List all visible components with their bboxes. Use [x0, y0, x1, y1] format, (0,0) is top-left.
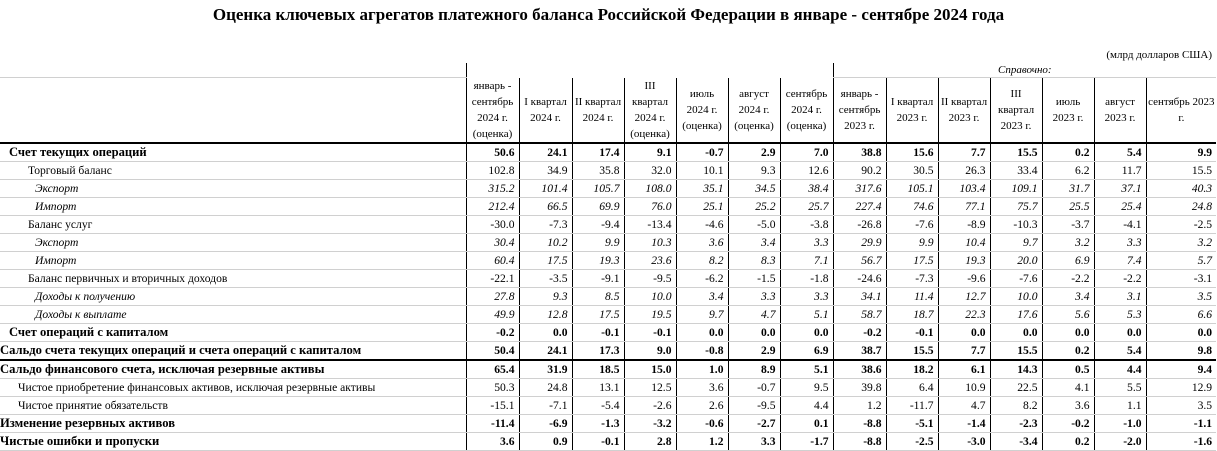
- cell-value: 0.0: [1146, 323, 1216, 341]
- cell-value: 4.4: [780, 396, 833, 414]
- cell-value: 25.4: [1094, 197, 1146, 215]
- cell-value: -22.1: [466, 269, 519, 287]
- table-row: [0, 305, 1216, 323]
- cell-value: 9.4: [1146, 360, 1216, 379]
- table-row: [0, 179, 1216, 197]
- cell-value: 6.6: [1146, 305, 1216, 323]
- cell-value: 4.7: [938, 396, 990, 414]
- cell-value: 22.5: [990, 378, 1042, 396]
- cell-value: 5.1: [780, 360, 833, 379]
- cell-value: -6.9: [519, 414, 572, 432]
- cell-value: -30.0: [466, 215, 519, 233]
- cell-value: 30.4: [466, 233, 519, 251]
- cell-value: 29.9: [833, 233, 886, 251]
- cell-value: 13.1: [572, 378, 624, 396]
- cell-value: 77.1: [938, 197, 990, 215]
- cell-value: -0.6: [676, 414, 728, 432]
- row-label: Сальдо счета текущих операций и счета операций с капиталом: [0, 341, 466, 360]
- cell-value: 9.0: [624, 341, 676, 360]
- column-header: I квартал 2024 г.: [519, 78, 572, 143]
- table-row: [0, 287, 1216, 305]
- cell-value: 0.1: [780, 414, 833, 432]
- cell-value: -11.4: [466, 414, 519, 432]
- cell-value: 50.3: [466, 378, 519, 396]
- cell-value: -4.1: [1094, 215, 1146, 233]
- cell-value: 1.1: [1094, 396, 1146, 414]
- cell-value: 38.6: [833, 360, 886, 379]
- cell-value: 227.4: [833, 197, 886, 215]
- cell-value: -2.7: [728, 414, 780, 432]
- cell-value: 35.1: [676, 179, 728, 197]
- cell-value: -8.8: [833, 414, 886, 432]
- cell-value: -1.1: [1146, 414, 1216, 432]
- cell-value: 7.1: [780, 251, 833, 269]
- cell-value: -5.4: [572, 396, 624, 414]
- cell-value: 90.2: [833, 161, 886, 179]
- cell-value: -10.3: [990, 215, 1042, 233]
- cell-value: 12.9: [1146, 378, 1216, 396]
- cell-value: 0.5: [1042, 360, 1094, 379]
- cell-value: 10.0: [990, 287, 1042, 305]
- cell-value: 17.4: [572, 143, 624, 162]
- cell-value: 19.3: [938, 251, 990, 269]
- cell-value: 2.8: [624, 432, 676, 450]
- cell-value: 8.5: [572, 287, 624, 305]
- cell-value: 9.3: [519, 287, 572, 305]
- cell-value: 14.3: [990, 360, 1042, 379]
- cell-value: -0.7: [728, 378, 780, 396]
- row-label: Счет текущих операций: [0, 143, 466, 162]
- cell-value: 7.4: [1094, 251, 1146, 269]
- cell-value: 7.0: [780, 143, 833, 162]
- cell-value: 1.0: [676, 360, 728, 379]
- row-label: Счет операций с капиталом: [0, 323, 466, 341]
- cell-value: -1.3: [572, 414, 624, 432]
- cell-value: 24.8: [1146, 197, 1216, 215]
- cell-value: 38.7: [833, 341, 886, 360]
- cell-value: -13.4: [624, 215, 676, 233]
- cell-value: 3.3: [780, 233, 833, 251]
- cell-value: 0.0: [519, 323, 572, 341]
- cell-value: 5.5: [1094, 378, 1146, 396]
- cell-value: 101.4: [519, 179, 572, 197]
- cell-value: 15.6: [886, 143, 938, 162]
- cell-value: 212.4: [466, 197, 519, 215]
- cell-value: 23.6: [624, 251, 676, 269]
- cell-value: 4.7: [728, 305, 780, 323]
- cell-value: 76.0: [624, 197, 676, 215]
- cell-value: 8.3: [728, 251, 780, 269]
- cell-value: 3.6: [466, 432, 519, 450]
- cell-value: 15.5: [886, 341, 938, 360]
- cell-value: 24.8: [519, 378, 572, 396]
- cell-value: 17.5: [572, 305, 624, 323]
- cell-value: 109.1: [990, 179, 1042, 197]
- table-row: [0, 251, 1216, 269]
- cell-value: 3.6: [676, 378, 728, 396]
- cell-value: -2.2: [1094, 269, 1146, 287]
- cell-value: 315.2: [466, 179, 519, 197]
- cell-value: 34.5: [728, 179, 780, 197]
- cell-value: 32.0: [624, 161, 676, 179]
- cell-value: 3.3: [728, 287, 780, 305]
- reference-header: Справочно:: [833, 63, 1216, 78]
- cell-value: -7.3: [519, 215, 572, 233]
- cell-value: 8.2: [676, 251, 728, 269]
- cell-value: -7.1: [519, 396, 572, 414]
- cell-value: 18.5: [572, 360, 624, 379]
- cell-value: -8.8: [833, 432, 886, 450]
- cell-value: 0.0: [676, 323, 728, 341]
- cell-value: -2.3: [990, 414, 1042, 432]
- cell-value: 9.8: [1146, 341, 1216, 360]
- column-header: III квартал 2024 г. (оценка): [624, 78, 676, 143]
- cell-value: 30.5: [886, 161, 938, 179]
- cell-value: 105.7: [572, 179, 624, 197]
- row-label: Доходы к выплате: [0, 305, 466, 323]
- cell-value: 9.7: [990, 233, 1042, 251]
- cell-value: 33.4: [990, 161, 1042, 179]
- cell-value: 38.4: [780, 179, 833, 197]
- row-label: Торговый баланс: [0, 161, 466, 179]
- table-row: [0, 378, 1216, 396]
- cell-value: -0.1: [572, 323, 624, 341]
- cell-value: -9.6: [938, 269, 990, 287]
- cell-value: 18.2: [886, 360, 938, 379]
- cell-value: -7.6: [886, 215, 938, 233]
- cell-value: -9.5: [624, 269, 676, 287]
- cell-value: -7.3: [886, 269, 938, 287]
- cell-value: 34.9: [519, 161, 572, 179]
- cell-value: -3.4: [990, 432, 1042, 450]
- cell-value: -9.5: [728, 396, 780, 414]
- cell-value: 10.9: [938, 378, 990, 396]
- cell-value: 10.4: [938, 233, 990, 251]
- table-row: [0, 143, 1216, 162]
- cell-value: -0.2: [1042, 414, 1094, 432]
- cell-value: 102.8: [466, 161, 519, 179]
- cell-value: 9.9: [886, 233, 938, 251]
- column-header: август 2024 г. (оценка): [728, 78, 780, 143]
- cell-value: -0.1: [572, 432, 624, 450]
- cell-value: 9.7: [676, 305, 728, 323]
- cell-value: -11.7: [886, 396, 938, 414]
- cell-value: 108.0: [624, 179, 676, 197]
- column-header: II квартал 2023 г.: [938, 78, 990, 143]
- cell-value: 17.3: [572, 341, 624, 360]
- cell-value: 3.2: [1042, 233, 1094, 251]
- cell-value: 9.5: [780, 378, 833, 396]
- cell-value: 2.9: [728, 143, 780, 162]
- cell-value: 25.7: [780, 197, 833, 215]
- cell-value: -2.0: [1094, 432, 1146, 450]
- cell-value: 40.3: [1146, 179, 1216, 197]
- cell-value: 75.7: [990, 197, 1042, 215]
- cell-value: 8.2: [990, 396, 1042, 414]
- cell-value: 105.1: [886, 179, 938, 197]
- cell-value: 0.0: [1094, 323, 1146, 341]
- cell-value: 0.0: [990, 323, 1042, 341]
- cell-value: 12.6: [780, 161, 833, 179]
- cell-value: 5.1: [780, 305, 833, 323]
- balance-table: [0, 63, 1216, 451]
- row-label: Баланс первичных и вторичных доходов: [0, 269, 466, 287]
- cell-value: 15.5: [1146, 161, 1216, 179]
- cell-value: 15.5: [990, 143, 1042, 162]
- table-row: [0, 360, 1216, 379]
- page-title: Оценка ключевых агрегатов платежного баланса Российской Федерации в январе - сентябре 2024 года: [212, 5, 1005, 24]
- cell-value: -1.7: [780, 432, 833, 450]
- cell-value: 74.6: [886, 197, 938, 215]
- cell-value: -2.6: [624, 396, 676, 414]
- table-row: [0, 323, 1216, 341]
- cell-value: 0.0: [1042, 323, 1094, 341]
- cell-value: 58.7: [833, 305, 886, 323]
- cell-value: 5.4: [1094, 341, 1146, 360]
- table-row: [0, 197, 1216, 215]
- row-label: Импорт: [0, 197, 466, 215]
- cell-value: 12.8: [519, 305, 572, 323]
- cell-value: -0.7: [676, 143, 728, 162]
- cell-value: -1.5: [728, 269, 780, 287]
- row-label: Импорт: [0, 251, 466, 269]
- cell-value: 15.5: [990, 341, 1042, 360]
- table-row: [0, 233, 1216, 251]
- cell-value: 65.4: [466, 360, 519, 379]
- cell-value: 31.9: [519, 360, 572, 379]
- cell-value: -0.2: [833, 323, 886, 341]
- cell-value: -9.1: [572, 269, 624, 287]
- cell-value: -3.7: [1042, 215, 1094, 233]
- cell-value: -1.4: [938, 414, 990, 432]
- cell-value: 17.6: [990, 305, 1042, 323]
- cell-value: -1.0: [1094, 414, 1146, 432]
- cell-value: 3.4: [728, 233, 780, 251]
- cell-value: 7.7: [938, 143, 990, 162]
- cell-value: 66.5: [519, 197, 572, 215]
- column-header: II квартал 2024 г.: [572, 78, 624, 143]
- cell-value: 10.2: [519, 233, 572, 251]
- cell-value: 0.2: [1042, 432, 1094, 450]
- table-row: [0, 215, 1216, 233]
- row-label: Доходы к получению: [0, 287, 466, 305]
- unit-label: (млрд долларов США): [1106, 49, 1212, 61]
- table-row: [0, 414, 1216, 432]
- table-row: [0, 396, 1216, 414]
- cell-value: 103.4: [938, 179, 990, 197]
- column-header: июль 2024 г. (оценка): [676, 78, 728, 143]
- cell-value: 0.0: [780, 323, 833, 341]
- cell-value: 6.1: [938, 360, 990, 379]
- cell-value: 25.2: [728, 197, 780, 215]
- cell-value: 3.5: [1146, 396, 1216, 414]
- cell-value: 17.5: [886, 251, 938, 269]
- column-header: январь - сентябрь 2023 г.: [833, 78, 886, 143]
- cell-value: -3.0: [938, 432, 990, 450]
- cell-value: 25.1: [676, 197, 728, 215]
- cell-value: 3.6: [676, 233, 728, 251]
- cell-value: 50.6: [466, 143, 519, 162]
- cell-value: -2.2: [1042, 269, 1094, 287]
- cell-value: 5.7: [1146, 251, 1216, 269]
- column-header: январь - сентябрь 2024 г. (оценка): [466, 78, 519, 143]
- cell-value: -5.1: [886, 414, 938, 432]
- cell-value: 3.1: [1094, 287, 1146, 305]
- row-label: Экспорт: [0, 233, 466, 251]
- cell-value: 5.6: [1042, 305, 1094, 323]
- cell-value: 6.9: [780, 341, 833, 360]
- column-header: III квартал 2023 г.: [990, 78, 1042, 143]
- cell-value: 19.3: [572, 251, 624, 269]
- cell-value: 0.2: [1042, 143, 1094, 162]
- cell-value: -6.2: [676, 269, 728, 287]
- cell-value: -24.6: [833, 269, 886, 287]
- table-row: [0, 341, 1216, 360]
- cell-value: 17.5: [519, 251, 572, 269]
- row-label: Экспорт: [0, 179, 466, 197]
- cell-value: -1.8: [780, 269, 833, 287]
- cell-value: 6.9: [1042, 251, 1094, 269]
- row-label: Сальдо финансового счета, исключая резервные активы: [0, 360, 466, 379]
- cell-value: -15.1: [466, 396, 519, 414]
- cell-value: -0.1: [624, 323, 676, 341]
- cell-value: -1.6: [1146, 432, 1216, 450]
- cell-value: 24.1: [519, 341, 572, 360]
- cell-value: -3.5: [519, 269, 572, 287]
- cell-value: -9.4: [572, 215, 624, 233]
- cell-value: 2.6: [676, 396, 728, 414]
- cell-value: -2.5: [1146, 215, 1216, 233]
- cell-value: 50.4: [466, 341, 519, 360]
- cell-value: 12.5: [624, 378, 676, 396]
- cell-value: 7.7: [938, 341, 990, 360]
- cell-value: 27.8: [466, 287, 519, 305]
- cell-value: 8.9: [728, 360, 780, 379]
- column-header: I квартал 2023 г.: [886, 78, 938, 143]
- cell-value: 10.3: [624, 233, 676, 251]
- cell-value: 49.9: [466, 305, 519, 323]
- cell-value: 5.3: [1094, 305, 1146, 323]
- cell-value: 3.4: [1042, 287, 1094, 305]
- cell-value: -3.1: [1146, 269, 1216, 287]
- cell-value: 22.3: [938, 305, 990, 323]
- column-header: август 2023 г.: [1094, 78, 1146, 143]
- cell-value: 10.0: [624, 287, 676, 305]
- cell-value: -3.8: [780, 215, 833, 233]
- cell-value: 56.7: [833, 251, 886, 269]
- cell-value: 1.2: [676, 432, 728, 450]
- cell-value: 69.9: [572, 197, 624, 215]
- cell-value: -7.6: [990, 269, 1042, 287]
- column-header: июль 2023 г.: [1042, 78, 1094, 143]
- cell-value: 37.1: [1094, 179, 1146, 197]
- cell-value: 0.0: [728, 323, 780, 341]
- cell-value: 3.5: [1146, 287, 1216, 305]
- cell-value: 1.2: [833, 396, 886, 414]
- table-row: [0, 161, 1216, 179]
- cell-value: 26.3: [938, 161, 990, 179]
- cell-value: 34.1: [833, 287, 886, 305]
- cell-value: 25.5: [1042, 197, 1094, 215]
- cell-value: 11.7: [1094, 161, 1146, 179]
- cell-value: 24.1: [519, 143, 572, 162]
- cell-value: 19.5: [624, 305, 676, 323]
- cell-value: 39.8: [833, 378, 886, 396]
- column-header: сентябрь 2023 г.: [1146, 78, 1216, 143]
- cell-value: 12.7: [938, 287, 990, 305]
- cell-value: -0.8: [676, 341, 728, 360]
- cell-value: -3.2: [624, 414, 676, 432]
- cell-value: 9.9: [1146, 143, 1216, 162]
- cell-value: 6.4: [886, 378, 938, 396]
- cell-value: -8.9: [938, 215, 990, 233]
- cell-value: -4.6: [676, 215, 728, 233]
- cell-value: 3.3: [780, 287, 833, 305]
- cell-value: -0.2: [466, 323, 519, 341]
- row-label: Изменение резервных активов: [0, 414, 466, 432]
- cell-value: 0.9: [519, 432, 572, 450]
- cell-value: 31.7: [1042, 179, 1094, 197]
- cell-value: 4.4: [1094, 360, 1146, 379]
- cell-value: 9.3: [728, 161, 780, 179]
- cell-value: 317.6: [833, 179, 886, 197]
- cell-value: 38.8: [833, 143, 886, 162]
- cell-value: 0.2: [1042, 341, 1094, 360]
- cell-value: 60.4: [466, 251, 519, 269]
- cell-value: 2.9: [728, 341, 780, 360]
- cell-value: 11.4: [886, 287, 938, 305]
- row-label: Баланс услуг: [0, 215, 466, 233]
- cell-value: 18.7: [886, 305, 938, 323]
- cell-value: -2.5: [886, 432, 938, 450]
- table-row: [0, 432, 1216, 450]
- cell-value: 35.8: [572, 161, 624, 179]
- table-row: [0, 269, 1216, 287]
- cell-value: -26.8: [833, 215, 886, 233]
- cell-value: 3.3: [728, 432, 780, 450]
- row-label: Чистое приобретение финансовых активов, исключая резервные активы: [0, 378, 466, 396]
- cell-value: 15.0: [624, 360, 676, 379]
- cell-value: 6.2: [1042, 161, 1094, 179]
- cell-value: 9.9: [572, 233, 624, 251]
- cell-value: 0.0: [938, 323, 990, 341]
- column-header: сентябрь 2024 г. (оценка): [780, 78, 833, 143]
- cell-value: 3.3: [1094, 233, 1146, 251]
- cell-value: -0.1: [886, 323, 938, 341]
- cell-value: 20.0: [990, 251, 1042, 269]
- row-label: Чистые ошибки и пропуски: [0, 432, 466, 450]
- cell-value: 9.1: [624, 143, 676, 162]
- cell-value: 3.4: [676, 287, 728, 305]
- row-label: Чистое принятие обязательств: [0, 396, 466, 414]
- cell-value: 4.1: [1042, 378, 1094, 396]
- cell-value: 10.1: [676, 161, 728, 179]
- cell-value: 3.6: [1042, 396, 1094, 414]
- cell-value: 5.4: [1094, 143, 1146, 162]
- cell-value: 3.2: [1146, 233, 1216, 251]
- cell-value: -5.0: [728, 215, 780, 233]
